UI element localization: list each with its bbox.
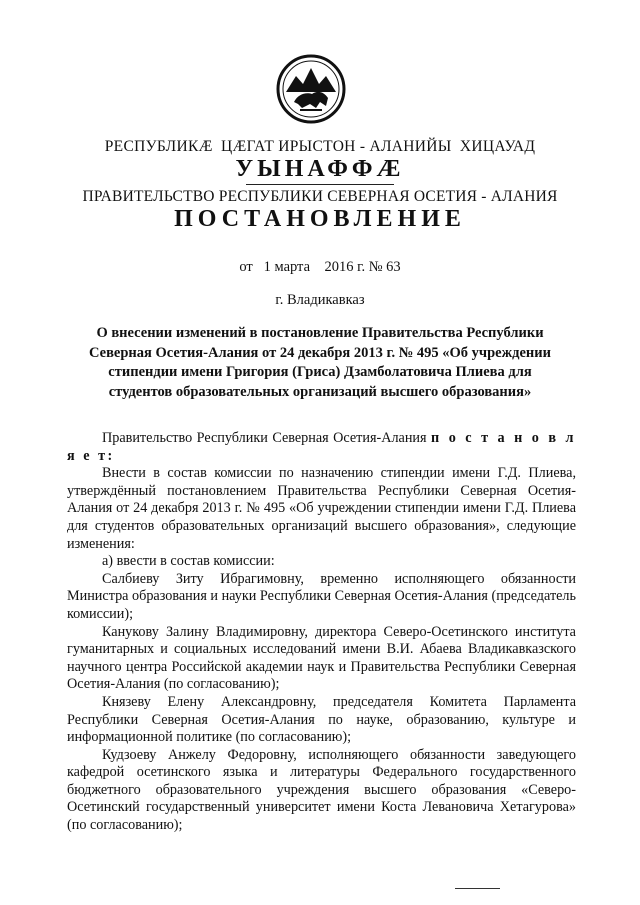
document-city: г. Владикавказ <box>275 292 365 308</box>
header-republic-ossetian: РЕСПУБЛИКӔ ЦӔГАТ ИРЫСТОН - АЛАНИЙЫ ХИЦАУАД <box>104 138 536 155</box>
header-government-title: ПРАВИТЕЛЬСТВО РЕСПУБЛИКИ СЕВЕРНАЯ ОСЕТИЯ - АЛАНИЯ <box>82 188 558 205</box>
header-resolution-title: ПОСТАНОВЛЕНИЕ <box>174 206 466 232</box>
body-paragraph-4: Канукову Залину Владимировну, директора Северо-Осетинского института гуманитарных и социальных исследований имени В.И. Абаева Владикавказского научного центра Российской академии наук и Правительства Республики Северная Осетия-Алания (по согласованию); <box>67 623 576 693</box>
intro-text: Правительство Республики Северная Осетия-Алания <box>102 430 432 446</box>
body-paragraph-3: Салбиеву Зиту Ибрагимовну, временно исполняющего обязанности Министра образования и науки Республики Северная Осетия-Алания (председатель комиссии); <box>67 570 576 622</box>
document-body <box>67 430 576 835</box>
intro-paragraph <box>67 430 576 465</box>
document-subject-title: О внесении изменений в постановление Правительства Республики Северная Осетия-Алания от 24 декабря 2013 г. № 495 «Об учреждении стипендии имени Григория (Гриса) Дзамболатовича Плиева для студентов образовательных организаций высшего образования» <box>89 325 551 400</box>
body-paragraph-2: а) ввести в состав комиссии: <box>102 553 275 570</box>
body-paragraph-1: Внести в состав комиссии по назначению стипендии имени Г.Д. Плиева, утверждённый постановлением Правительства Республики Северная Осетия-Алания от 24 декабря 2013 г. № 495 «Об учреждении стипендии имени Г.Д. Плиева для студентов образовательных организаций высшего образования», следующие изменения: <box>67 465 576 552</box>
body-paragraph-6: Кудзоеву Анжелу Федоровну, исполняющего обязанности заведующего кафедрой осетинского языка и литературы Федерального государственного бюджетного образовательного учреждения высшего образования «Северо-Осетинский государственный университет имени Коста Левановича Хетагурова» (по согласованию); <box>67 746 576 834</box>
document-date-number: от 1 марта 2016 г. № 63 <box>239 259 401 275</box>
header-divider <box>246 184 394 185</box>
footer-mark <box>455 888 500 889</box>
coat-of-arms-emblem-icon <box>276 54 346 124</box>
body-paragraph-5: Князеву Елену Александровну, председателя Комитета Парламента Республики Северная Осетия-Алания по науке, образованию, культуре и информационной политике (по согласованию); <box>67 693 576 746</box>
header-unaffae: УЫНАФФӔ <box>235 156 405 182</box>
intro-resolves: п о с т а н о в л я е т: <box>67 430 576 464</box>
